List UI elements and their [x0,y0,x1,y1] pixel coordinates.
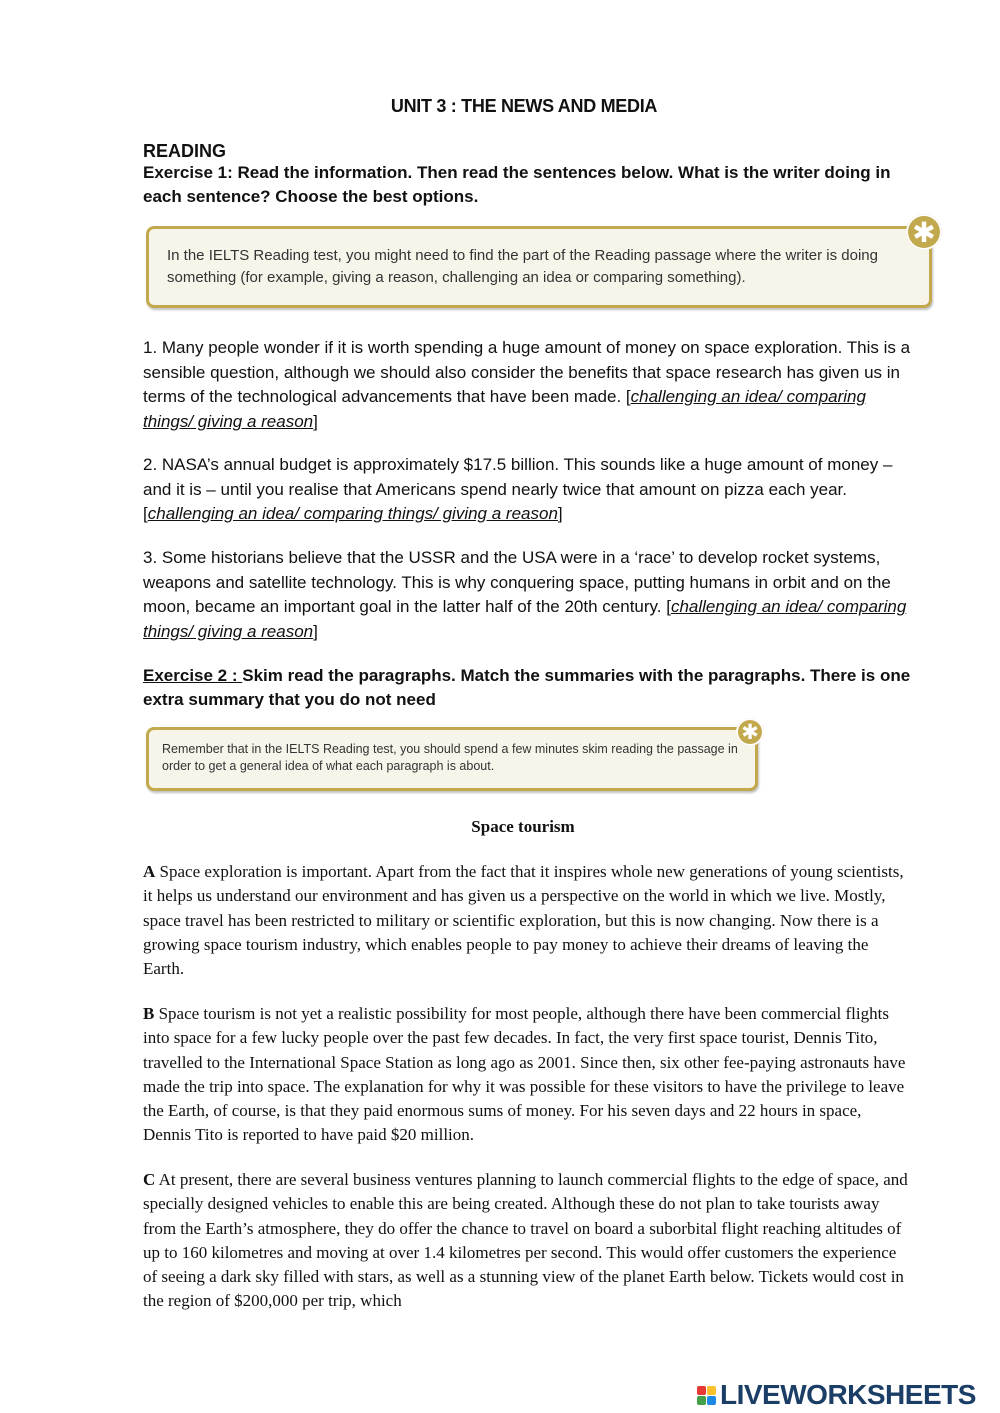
exercise-1-instruction: Exercise 1: Read the information. Then read the sentences below. What is the writer doing in each sentence? Choose the best options. [143,163,891,206]
exercise-2-instruction [143,664,913,712]
star-icon: ✱ [906,214,942,250]
question-text: 1. Many people wonder if it is worth spending a huge amount of money on space exploration. This is a sensible question, although we should also consider the benefits that space research has given us in terms of the technological advancements that have been made. [143,338,911,406]
liveworksheets-logo[interactable] [697,1377,976,1413]
paragraph-text: Space exploration is important. Apart from the fact that it inspires whole new generations of young scientists, it helps us understand our environment and has given us a perspective on the world in which we live. Mostly, space travel has been restricted to military or scientific exploration, but this is now changing. Now there is a growing space tourism industry, which enables people to pay money to achieve their dreams of leaving the Earth. [143,862,904,979]
logo-square-green [697,1396,706,1405]
question-text: 2. NASA’s annual budget is approximately $17.5 billion. This sounds like a huge amount of money – and it is – until you realise that Americans spend nearly twice that amount on pizza each year. [143,455,893,499]
answer-options[interactable]: challenging an idea/ comparing things/ giving a reason [143,597,907,641]
exercise-2-tip-text: Remember that in the IELTS Reading test, you should spend a few minutes skim reading the passage in order to get a general idea of what each paragraph is about. [162,742,738,773]
page-title: UNIT 3 : THE NEWS AND MEDIA [390,96,658,116]
question-2: 2. NASA’s annual budget is approximately $17.5 billion. This sounds like a huge amount of money – and it is – until you realise that Americans spend nearly twice that amount on pizza each year. [challenging an idea/ comparing things/ giving a reason] [143,455,893,523]
paragraph-b [143,1002,908,1148]
question-1: 1. Many people wonder if it is worth spending a huge amount of money on space exploration. This is a sensible question, although we should also consider the benefits that space research has given us in terms of the technological advancements that have been made. [challenging an idea/ comparing things/ giving a reason] [143,338,911,431]
logo-square-yellow [707,1386,716,1395]
paragraph-letter: C [143,1170,156,1189]
answer-options[interactable]: challenging an idea/ comparing things/ giving a reason [143,387,866,431]
paragraph-c [143,1168,908,1314]
liveworksheets-logo-icon [697,1386,716,1405]
paragraph-letter: B [143,1004,155,1023]
question-text: 3. Some historians believe that the USSR and the USA were in a ‘race’ to develop rocket systems, weapons and satellite technology. This is why conquering space, putting humans in orbit and on the moon, became an important goal in the latter half of the 20th century. [143,548,891,616]
exercise-2-label: Exercise 2 : [143,666,243,685]
paragraph-letter: A [143,862,156,881]
exercise-2-tip-box [146,727,758,791]
paragraph-text: At present, there are several business ventures planning to launch commercial flights to the edge of space, and specially designed vehicles to enable this are being created. Although these do not plan to take tourists away from the Earth’s atmosphere, they do offer the chance to travel on board a suborbital flight reaching altitudes of up to 160 kilometres and moving at over 1.4 kilometres per second. This would offer customers the experience of seeing a dark sky filled with stars, as well as a stunning view of the planet Earth below. Tickets would cost in the region of $200,000 per trip, which [143,1170,908,1311]
reading-title: Space tourism [471,817,575,836]
question-3: 3. Some historians believe that the USSR and the USA were in a ‘race’ to develop rocket systems, weapons and satellite technology. This is why conquering space, putting humans in orbit and on the moon, became an important goal in the latter half of the 20th century. [challenging an idea/ comparing things/ giving a reason] [143,548,907,641]
exercise-1-tip-text: In the IELTS Reading test, you might need to find the part of the Reading passage where the writer is doing something (for example, giving a reason, challenging an idea or comparing something). [167,247,878,286]
paragraph-a [143,860,908,981]
logo-square-red [697,1386,706,1395]
answer-options[interactable]: challenging an idea/ comparing things/ giving a reason [147,504,558,523]
logo-text: LIVEWORKSHEETS [720,1379,976,1410]
star-icon: ✱ [736,718,764,746]
paragraph-text: Space tourism is not yet a realistic possibility for most people, although there have been commercial flights into space for a few lucky people over the past few decades. In fact, the very first space tourist, Dennis Tito, travelled to the International Space Station as long ago as 2001. Since then, six other fee-paying astronauts have made the trip into space. The explanation for why it was possible for these visitors to have the privilege to leave the Earth, of course, is that they paid enormous sums of money. For his seven days and 22 hours in space, Dennis Tito is reported to have paid $20 million. [143,1004,906,1145]
section-heading: READING [143,141,227,161]
exercise-2-text: Skim read the paragraphs. Match the summaries with the paragraphs. There is one extra summary that you do not need [143,666,911,709]
exercise-1-tip-box [146,226,932,308]
logo-square-blue [707,1396,716,1405]
